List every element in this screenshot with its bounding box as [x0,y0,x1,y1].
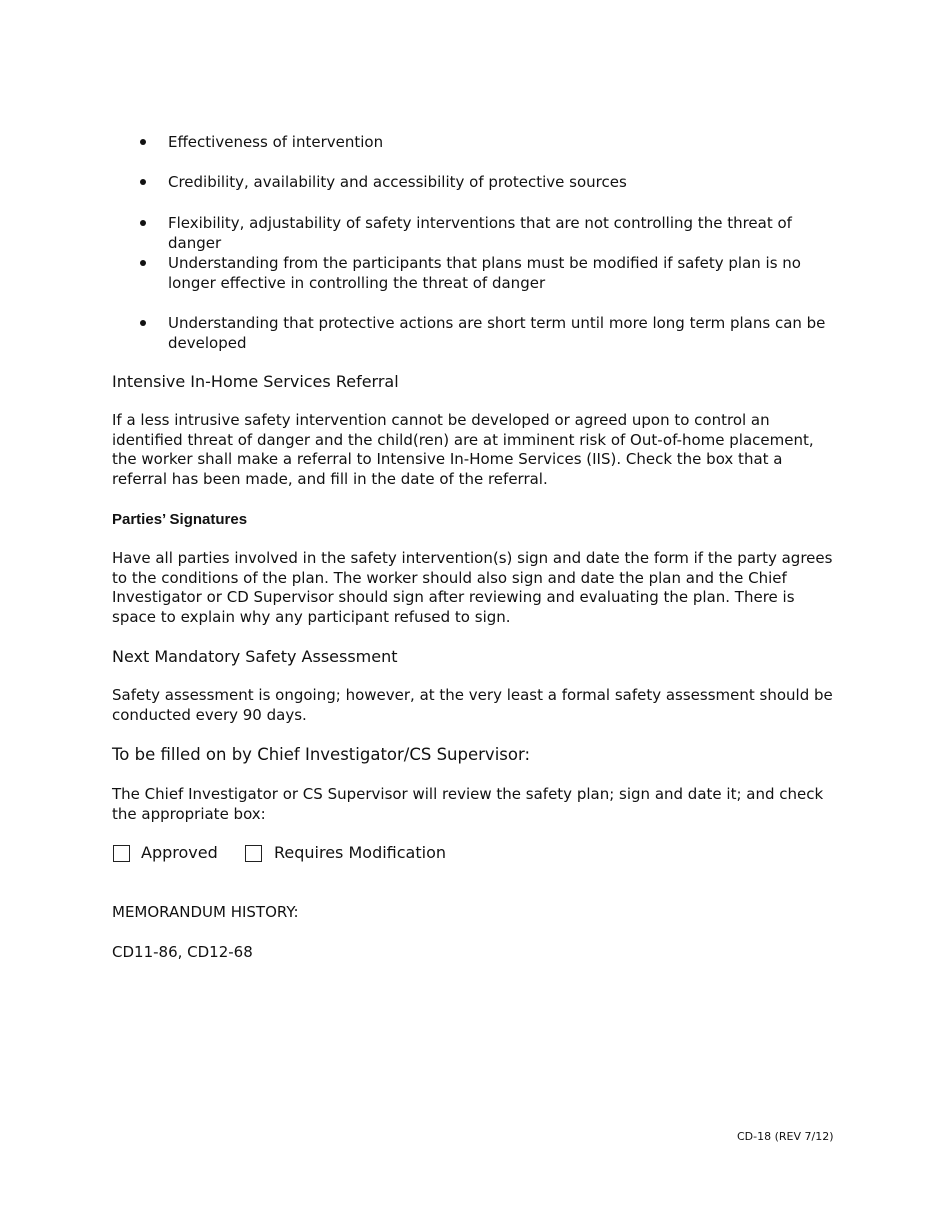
iihs-heading: Intensive In-Home Services Referral [112,372,399,391]
iihs-paragraph: If a less intrusive safety intervention cannot be developed or agreed upon to control an identified threat of danger and the child(ren) are at imminent risk of Out-of-home placement, the worker shall make a referral to Intensive In-Home Services (IIS). Check the box that a referral has been made, and fill in the date of the referral. [112,411,814,489]
signatures-paragraph: Have all parties involved in the safety intervention(s) sign and date the form if the party agrees to the conditions of the plan. The worker should also sign and date the plan and the Chief Investigator or CD Supervisor should sign after reviewing and evaluating the plan. There is space to explain why any participant refused to sign. [112,549,833,627]
next-assessment-heading: Next Mandatory Safety Assessment [112,647,398,666]
supervisor-heading: To be filled on by Chief Investigator/CS Supervisor: [112,745,531,764]
bullet-item: Understanding that protective actions are short term until more long term plans can be developed [168,314,826,352]
bullet-item: Credibility, availability and accessibility of protective sources [168,173,627,191]
bullet-marker [140,320,146,326]
bullet-marker [140,179,146,185]
bullet-marker [140,220,146,226]
signatures-heading: Parties’ Signatures [112,511,248,528]
bullet-marker [140,260,146,266]
approved-label: Approved [141,843,218,862]
bullet-item: Effectiveness of intervention [168,133,384,151]
bullet-item: Understanding from the participants that plans must be modified if safety plan is no longer effective in controlling the threat of danger [168,254,801,292]
next-assessment-paragraph: Safety assessment is ongoing; however, at the very least a formal safety assessment should be conducted every 90 days. [112,686,833,724]
requires-modification-checkbox[interactable] [245,845,262,862]
supervisor-paragraph: The Chief Investigator or CS Supervisor will review the safety plan; sign and date it; and check the appropriate box: [112,785,824,823]
bullet-marker [140,139,146,145]
memo-heading: MEMORANDUM HISTORY: [112,903,299,921]
memo-refs: CD11-86, CD12-68 [112,943,253,961]
bullet-item: Flexibility, adjustability of safety interventions that are not controlling the threat of danger [168,214,792,252]
approved-checkbox[interactable] [113,845,130,862]
form-id: CD-18 (REV 7/12) [737,1130,834,1143]
requires-modification-label: Requires Modification [274,843,446,862]
